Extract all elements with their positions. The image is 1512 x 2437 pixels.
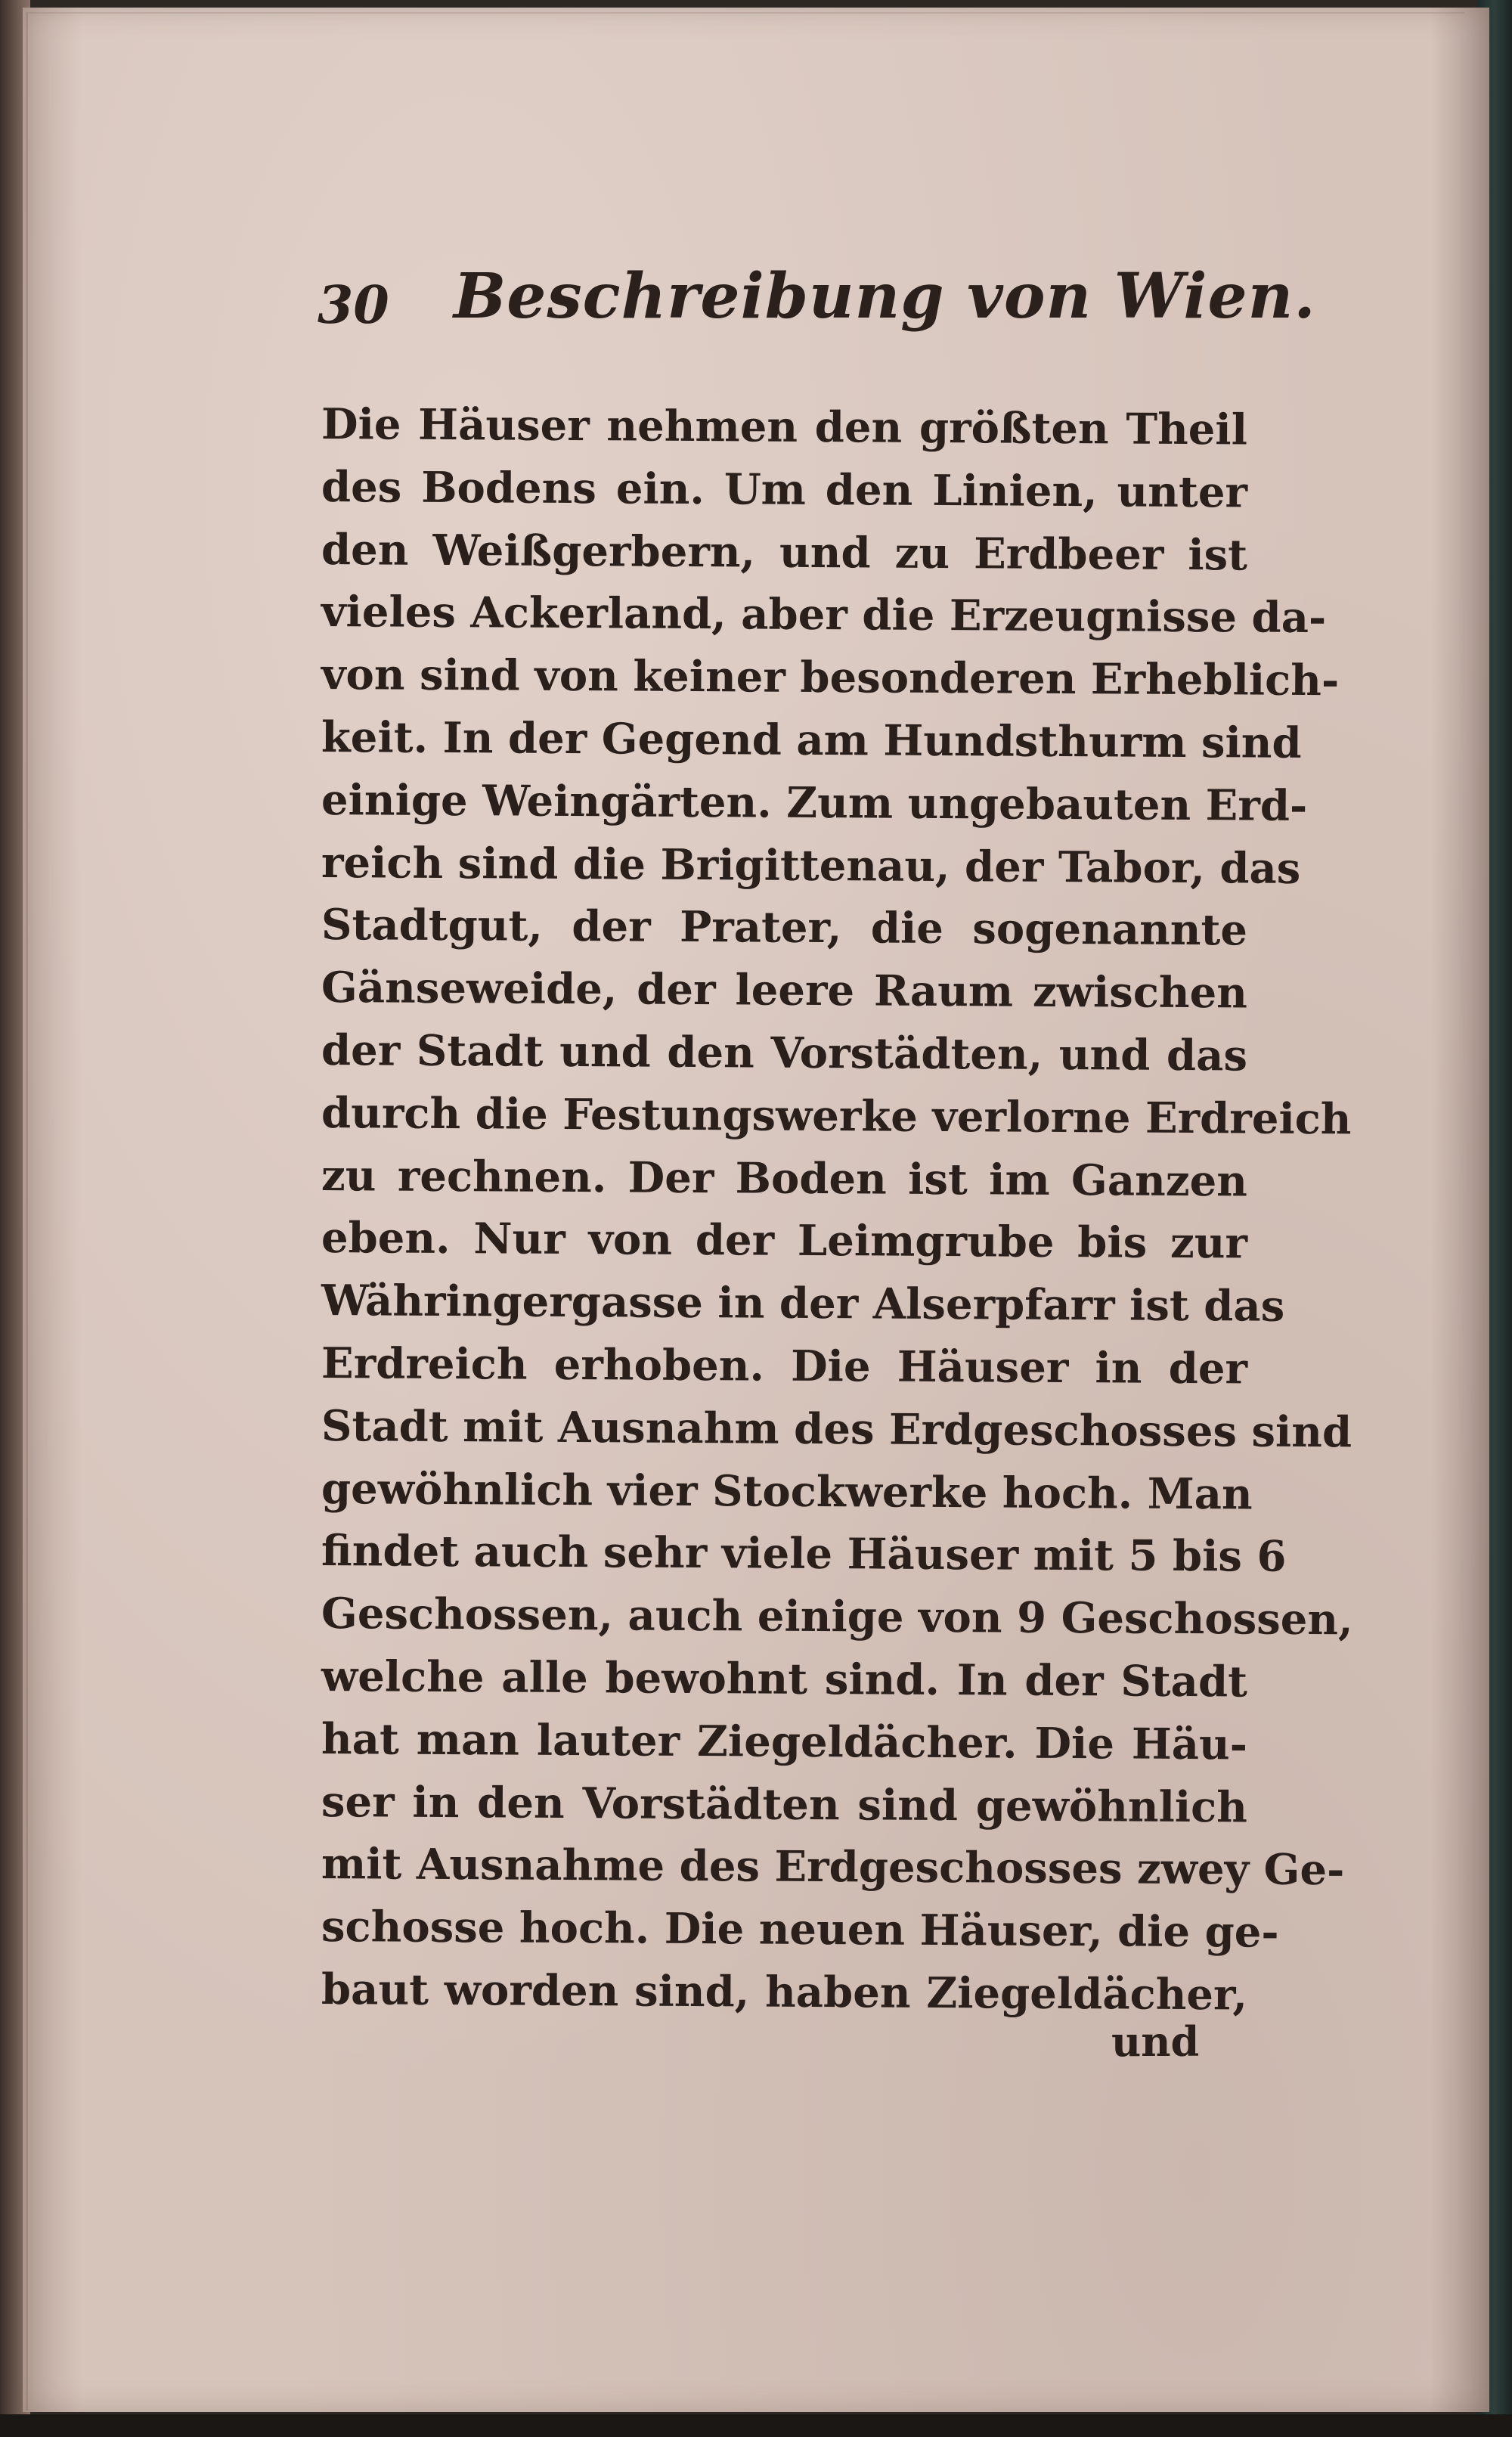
text-line: gewöhnlich vier Stockwerke hoch. Man xyxy=(321,1463,1253,1520)
text-line: hat man lauter Ziegeldächer. Die Häu- xyxy=(321,1713,1248,1770)
text-line: baut worden sind, haben Ziegeldächer, xyxy=(321,1964,1248,2020)
text-line: Stadtgut, der Prater, die sogenannte xyxy=(321,900,1248,956)
text-line: reich sind die Brigittenau, der Tabor, das xyxy=(321,837,1301,894)
text-line: ser in den Vorstädten sind gewöhnlich xyxy=(321,1776,1248,1833)
text-line: den Weißgerbern, und zu Erdbeer ist xyxy=(321,524,1248,581)
body-text xyxy=(321,393,1353,2021)
text-line: einige Weingärten. Zum ungebauten Erd- xyxy=(321,774,1308,831)
page-title: Beschreibung von Wien. xyxy=(454,260,1316,333)
text-line: schosse hoch. Die neuen Häuser, die ge- xyxy=(321,1902,1279,1958)
book-bottom-edge xyxy=(0,2414,1512,2437)
running-head xyxy=(318,250,1316,348)
catchword: und xyxy=(1111,2017,1200,2066)
text-line: durch die Festungswerke verlorne Erdreich xyxy=(321,1087,1352,1145)
text-line: findet auch sehr viele Häuser mit 5 bis 6 xyxy=(321,1526,1287,1583)
text-line: Stadt mit Ausnahm des Erdgeschosses sind xyxy=(321,1400,1352,1458)
text-line: welche alle bewohnt sind. In der Stadt xyxy=(321,1651,1248,1707)
page-number: 30 xyxy=(318,275,389,336)
text-line: eben. Nur von der Leimgrube bis zur xyxy=(321,1213,1248,1269)
text-line: Währingergasse in der Alserpfarr ist das xyxy=(321,1276,1285,1332)
text-line: des Bodens ein. Um den Linien, unter xyxy=(321,461,1248,518)
text-line: von sind von keiner besonderen Erheblich- xyxy=(321,650,1340,706)
text-line: vieles Ackerland, aber die Erzeugnisse da- xyxy=(321,587,1327,643)
text-line: mit Ausnahme des Erdgeschosses zwey Ge- xyxy=(321,1839,1345,1896)
text-line: der Stadt und den Vorstädten, und das xyxy=(321,1025,1248,1081)
text-line: keit. In der Gegend am Hundsthurm sind xyxy=(321,712,1302,768)
text-line: Die Häuser nehmen den größten Theil xyxy=(321,399,1248,455)
text-line: Erdreich erhoben. Die Häuser in der xyxy=(321,1338,1248,1394)
text-line: Geschossen, auch einige von 9 Geschossen, xyxy=(321,1589,1353,1645)
text-line: zu rechnen. Der Boden ist im Ganzen xyxy=(321,1150,1248,1207)
text-line: Gänseweide, der leere Raum zwischen xyxy=(321,963,1248,1019)
